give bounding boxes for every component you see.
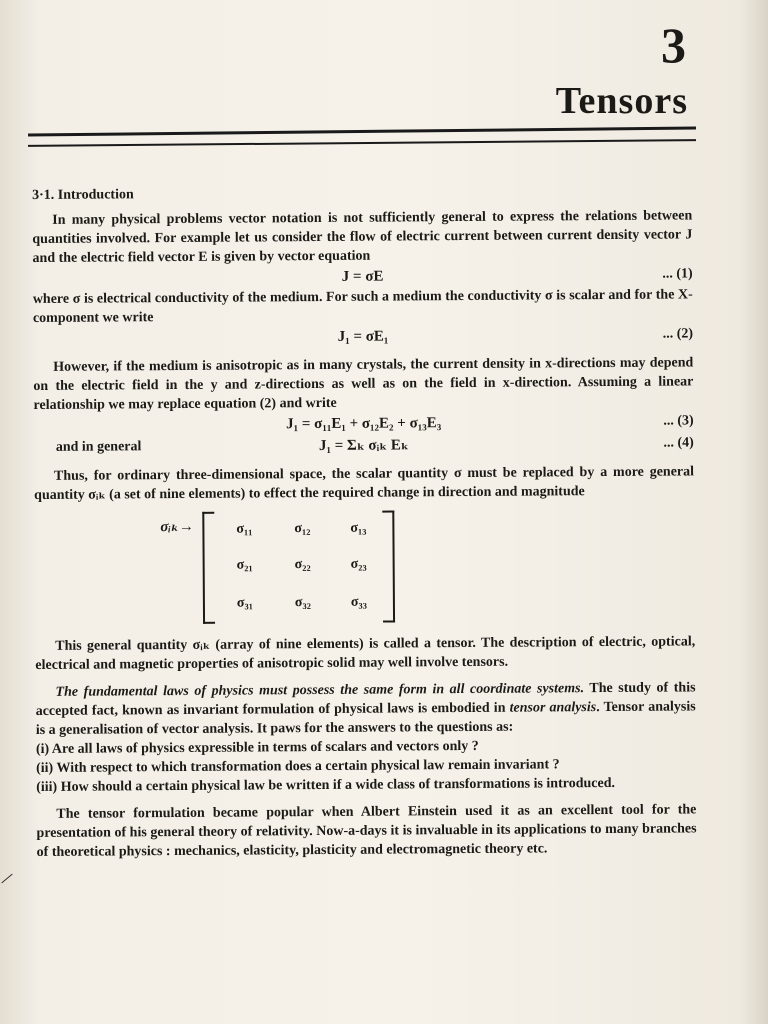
paragraph-intro: In many physical problems vector notation is not sufficiently general to express the relations between quantities involved. For example let us consider the flow of electric current between current density vector J and the electric field vector E is given by vector equation: [32, 208, 693, 266]
paragraph-einstein: The tensor formulation became popular when Albert Einstein used it as an excellent tool for the presentation of his general theory of relativity. Now-a-days it is invaluable in its applications to many branches of theoretical physics : mechanics, elasticity, plasticity and electromagnetic theory etc.: [36, 802, 697, 860]
equation-3-number: ... (3): [663, 413, 694, 429]
tensor-analysis-term: tensor analysis: [509, 700, 597, 716]
matrix-cell: σ₃₁: [236, 595, 253, 611]
paragraph-general-quantity: Thus, for ordinary three-dimensional space, the scalar quantity σ must be replaced by a more general quantity σᵢₖ (a set of nine elements) to effect the required change in direction and magnitude: [34, 464, 695, 503]
matrix-cell: σ₁₁: [236, 521, 253, 537]
chapter-title: Tensors: [555, 80, 688, 122]
matrix-cell: σ₃₃: [350, 594, 367, 610]
fundamental-laws-statement: The fundamental laws of physics must possess the same form in all coordinate systems.: [55, 681, 585, 700]
equation-1: [33, 263, 693, 290]
equation-1-number: ... (1): [662, 266, 693, 282]
paragraph-conductivity: where σ is electrical conductivity of the medium. For such a medium the conductivity σ is scalar and for the X-component we write: [32, 287, 693, 326]
paragraph-text: The study of this accepted fact, known as invariant formulation of physical laws is embodied in: [35, 680, 696, 719]
matrix-cell: σ₃₂: [294, 595, 311, 611]
question-item: (iii) How should a certain physical law be written if a wide class of transformations is introduced.: [36, 775, 616, 795]
matrix-left-bracket: [202, 512, 215, 624]
page-body: [32, 181, 697, 862]
matrix-label: σᵢₖ→: [160, 518, 194, 536]
matrix-cell: σ₂₂: [294, 557, 311, 573]
header-rule-thin: [28, 139, 696, 147]
section-title: 3·1. Introduction: [32, 187, 134, 203]
equation-2-number: ... (2): [662, 326, 694, 342]
equation-4-label: and in general: [55, 439, 142, 455]
page-mark: [1, 874, 12, 884]
equation-2-expr: J₁ = σE₁: [337, 328, 389, 345]
header-rule-thick: [28, 127, 696, 137]
matrix-cell: σ₁₃: [350, 520, 367, 536]
equation-2: [33, 323, 693, 350]
chapter-number: 3: [661, 17, 686, 73]
paragraph-anisotropic: However, if the medium is anisotropic as in many crystals, the current density in x-directions may depend on the electric field in the y and z-directions as well as on the field in x-direction. Assuming a linear relationship we may replace equation (2) and write: [33, 355, 694, 413]
matrix-cell: σ₂₁: [236, 557, 253, 573]
paragraph-tensor-definition: This general quantity σᵢₖ (array of nine elements) is called a tensor. The description of electric, optical, electrical and magnetic properties of anisotropic solid may well involve tensors.: [35, 634, 696, 673]
question-item: (ii) With respect to which transformation does a certain physical law remain invariant ?: [36, 757, 560, 776]
matrix-cell: σ₁₂: [294, 521, 311, 537]
equation-3-expr: J₁ = σ₁₁E₁ + σ₁₂E₂ + σ₁₃E₃: [286, 415, 442, 433]
equation-4-expr: J₁ = Σₖ σᵢₖ Eₖ: [318, 437, 409, 455]
paragraph-fundamental-laws: [35, 678, 695, 740]
equation-4-number: ... (4): [663, 435, 694, 451]
equation-1-expr: J = σE: [341, 268, 384, 285]
matrix-cell: σ₂₃: [350, 556, 367, 572]
equation-4: [34, 432, 694, 459]
paragraph-text: . Tensor analysis is a generalisation of vector analysis. It paws for the answers to the questions as:: [35, 699, 696, 738]
question-item: (i) Are all laws of physics expressible in terms of scalars and vectors only ?: [35, 738, 479, 757]
sigma-matrix: [34, 506, 695, 629]
